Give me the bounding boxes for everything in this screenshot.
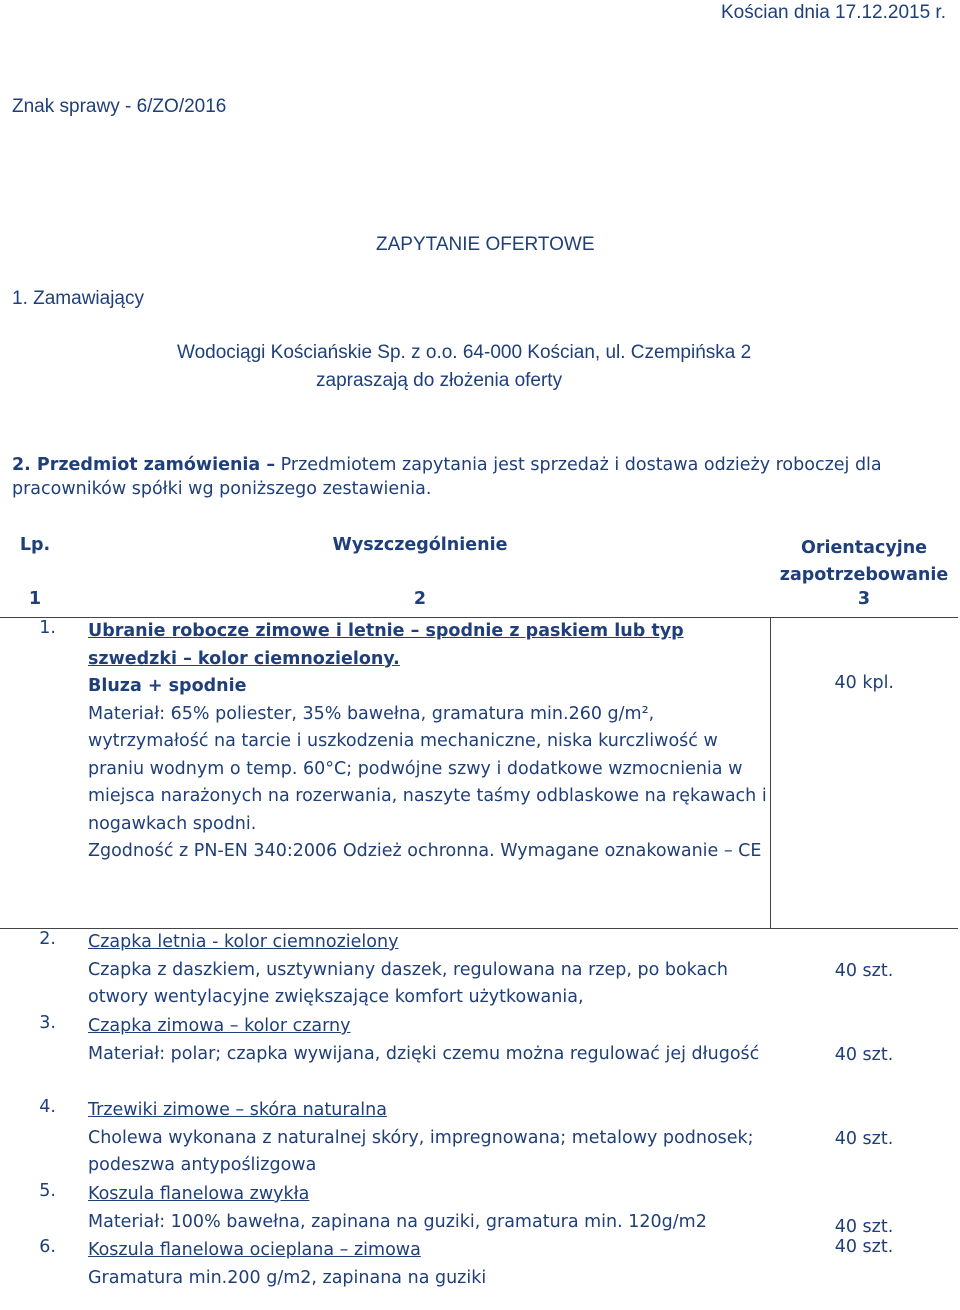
row-number: 5. xyxy=(39,1181,56,1201)
row-item-name: Koszula flanelowa zwykła xyxy=(88,1184,310,1204)
table-row xyxy=(0,1013,958,1097)
table-header-row xyxy=(0,528,958,589)
section-2 xyxy=(12,451,882,479)
row-item-name: Koszula flanelowa ocieplana – zimowa xyxy=(88,1240,421,1260)
invitation-text: zapraszają do złożenia oferty xyxy=(316,370,563,391)
section-2-text-line1: Przedmiotem zapytania jest sprzedaż i dostawa odzieży roboczej dla xyxy=(280,455,882,475)
table-row xyxy=(0,929,958,1014)
document-title: ZAPYTANIE OFERTOWE xyxy=(376,234,595,255)
row-item-name: Czapka zimowa – kolor czarny xyxy=(88,1016,351,1036)
row-description xyxy=(70,618,770,929)
row-detail: Zgodność z PN-EN 340:2006 Odzież ochronna. Wymagane oznakowanie – CE xyxy=(88,841,762,861)
row-item-name: Ubranie robocze zimowe i letnie – spodnie z paskiem lub typ szwedzki – kolor ciemnozielony. xyxy=(88,621,684,669)
row-description xyxy=(70,1097,770,1181)
row-description xyxy=(70,1237,770,1293)
section-1-heading: 1. Zamawiający xyxy=(12,288,144,309)
row-number: 6. xyxy=(39,1237,56,1257)
column-number-3: 3 xyxy=(857,589,871,609)
case-reference: Znak sprawy - 6/ZO/2016 xyxy=(12,96,227,117)
header-lp: Lp. xyxy=(19,535,51,555)
section-2-label: 2. Przedmiot zamówienia – xyxy=(12,455,276,475)
table-row xyxy=(0,1097,958,1181)
table-row xyxy=(0,1181,958,1237)
row-quantity: 40 szt. xyxy=(834,1045,894,1065)
row-quantity: 40 szt. xyxy=(834,1237,894,1257)
header-quantity: Orientacyjne zapotrzebowanie xyxy=(779,538,949,585)
row-quantity: 40 szt. xyxy=(834,1129,894,1149)
column-number-2: 2 xyxy=(413,589,427,609)
row-quantity: 40 szt. xyxy=(834,1217,894,1237)
row-detail: Bluza + spodnie xyxy=(88,676,247,696)
row-number: 3. xyxy=(39,1013,56,1033)
row-detail: Czapka z daszkiem, usztywniany daszek, regulowana na rzep, po bokach otwory wentylacyjne zwiększające komfort użytkowania, xyxy=(88,959,728,1007)
items-table xyxy=(0,528,958,1293)
row-detail: Materiał: 65% poliester, 35% bawełna, gramatura min.260 g/m², wytrzymałość na tarcie i uszkodzenia mechaniczne, niska kurczliwość w praniu wodnym o temp. 60°C; podwójne szwy i dodatkowe wzmocnienia w miejsca narażonych na rozerwania, naszyte taśmy odblaskowe na rękawach i nogawkach spodni. xyxy=(88,703,767,834)
table-row xyxy=(0,1237,958,1293)
row-detail: Gramatura min.200 g/m2, zapinana na guziki xyxy=(88,1267,487,1288)
row-quantity: 40 kpl. xyxy=(834,673,894,693)
row-item-name: Trzewiki zimowe – skóra naturalna xyxy=(88,1100,387,1120)
column-number-1: 1 xyxy=(28,589,42,609)
row-detail: Materiał: 100% bawełna, zapinana na guziki, gramatura min. 120g/m2 xyxy=(88,1211,707,1232)
table-row xyxy=(0,618,958,929)
column-number-row xyxy=(0,589,958,618)
row-quantity: 40 szt. xyxy=(834,961,894,981)
row-number: 4. xyxy=(39,1097,56,1117)
row-description xyxy=(70,929,770,1014)
row-detail: Materiał: polar; czapka wywijana, dzięki czemu można regulować jej długość xyxy=(88,1043,760,1064)
row-item-name: Czapka letnia - kolor ciemnozielony xyxy=(88,932,399,952)
row-description xyxy=(70,1181,770,1237)
document-date: Kościan dnia 17.12.2015 r. xyxy=(720,2,946,23)
section-2-text-line2: pracowników spółki wg poniższego zestawienia. xyxy=(12,479,432,499)
row-description xyxy=(70,1013,770,1097)
row-detail: Cholewa wykonana z naturalnej skóry, impregnowana; metalowy podnosek; podeszwa antypoślizgowa xyxy=(88,1127,754,1175)
header-description: Wyszczególnienie xyxy=(332,535,508,555)
row-number: 2. xyxy=(39,929,56,949)
orderer-details: Wodociągi Kościańskie Sp. z o.o. 64-000 Kościan, ul. Czempińska 2 xyxy=(177,342,752,363)
row-number: 1. xyxy=(39,618,56,638)
